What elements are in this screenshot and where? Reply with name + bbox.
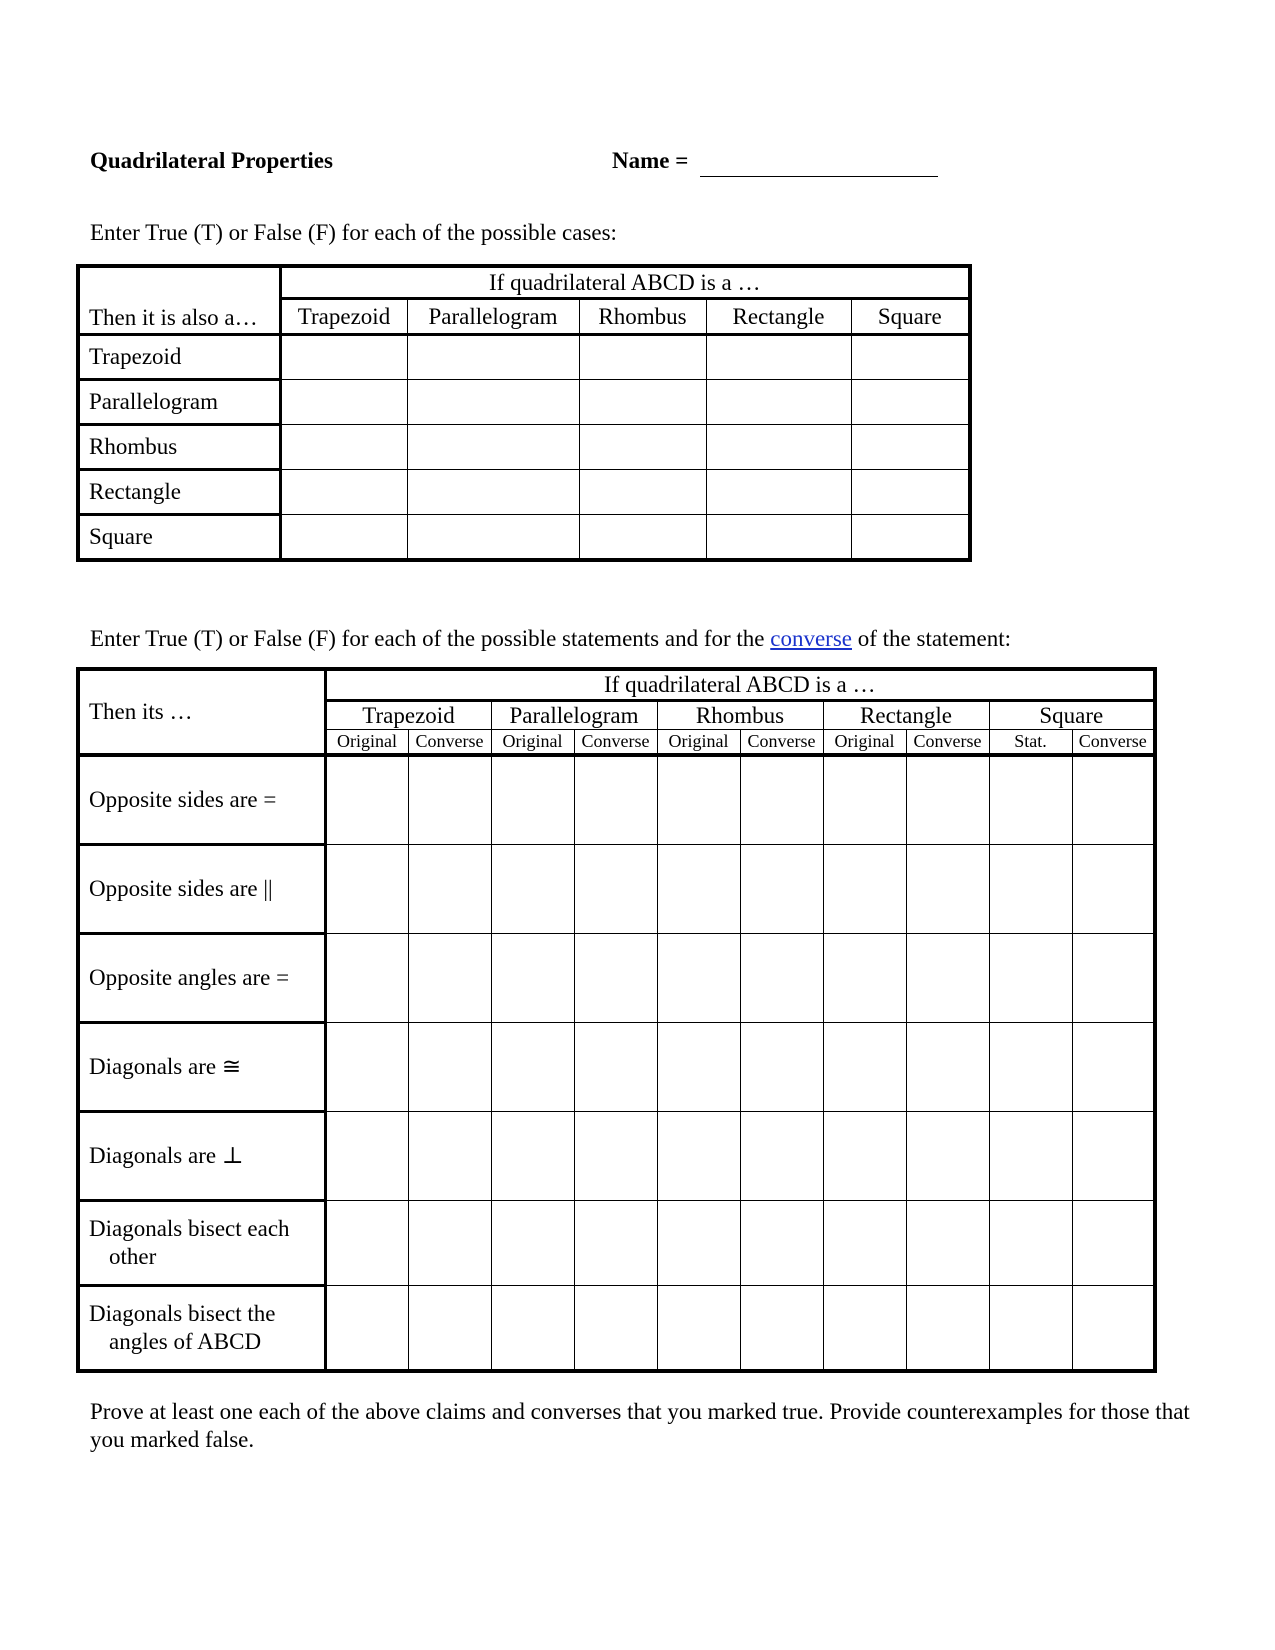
answer-cell[interactable] bbox=[491, 1286, 574, 1372]
answer-cell[interactable] bbox=[906, 1286, 989, 1372]
answer-cell[interactable] bbox=[325, 934, 408, 1023]
column-header: Trapezoid bbox=[280, 299, 407, 335]
answer-cell[interactable] bbox=[851, 470, 970, 515]
subheader: Original bbox=[657, 730, 740, 756]
answer-cell[interactable] bbox=[851, 335, 970, 380]
statement-label bbox=[78, 1201, 325, 1286]
statement-label bbox=[78, 755, 325, 845]
statement-label bbox=[78, 845, 325, 934]
answer-cell[interactable] bbox=[906, 1112, 989, 1201]
answer-cell[interactable] bbox=[407, 515, 579, 561]
answer-cell[interactable] bbox=[740, 1023, 823, 1112]
statement-label bbox=[78, 1023, 325, 1112]
instruction-section-1: Enter True (T) or False (F) for each of the possible cases: bbox=[90, 220, 617, 245]
answer-cell[interactable] bbox=[408, 755, 491, 845]
name-blank-line[interactable] bbox=[700, 176, 938, 177]
shape-header: Trapezoid bbox=[325, 701, 491, 730]
shape-header: Rectangle bbox=[823, 701, 989, 730]
statement-label-line-2: angles of ABCD bbox=[109, 1329, 262, 1354]
answer-cell[interactable] bbox=[325, 1112, 408, 1201]
answer-cell[interactable] bbox=[491, 755, 574, 845]
answer-cell[interactable] bbox=[408, 845, 491, 934]
statement-label-line-1: Opposite angles are = bbox=[89, 965, 290, 990]
answer-cell[interactable] bbox=[574, 1023, 657, 1112]
row-header: Square bbox=[78, 515, 280, 561]
answer-cell[interactable] bbox=[740, 1112, 823, 1201]
subheader: Original bbox=[491, 730, 574, 756]
table-caption: If quadrilateral ABCD is a … bbox=[280, 266, 970, 299]
answer-cell[interactable] bbox=[657, 1112, 740, 1201]
statement-label-line-1: Opposite sides are || bbox=[89, 876, 273, 901]
statement-row bbox=[78, 1112, 1155, 1201]
statement-label-line-1: Diagonals are ⊥ bbox=[89, 1143, 244, 1168]
answer-cell[interactable] bbox=[407, 425, 579, 470]
statement-label-line-1: Diagonals are ≅ bbox=[89, 1054, 242, 1079]
answer-cell[interactable] bbox=[1072, 845, 1155, 934]
subheader: Converse bbox=[1072, 730, 1155, 756]
statement-label-line-1: Diagonals bisect the bbox=[89, 1301, 276, 1326]
answer-cell[interactable] bbox=[280, 425, 407, 470]
answer-cell[interactable] bbox=[823, 1201, 906, 1286]
answer-cell[interactable] bbox=[491, 845, 574, 934]
answer-cell[interactable] bbox=[407, 380, 579, 425]
subheader: Original bbox=[823, 730, 906, 756]
statement-row bbox=[78, 934, 1155, 1023]
answer-cell[interactable] bbox=[408, 1286, 491, 1372]
answer-cell[interactable] bbox=[325, 1201, 408, 1286]
answer-cell[interactable] bbox=[491, 1023, 574, 1112]
answer-cell[interactable] bbox=[823, 1112, 906, 1201]
answer-cell[interactable] bbox=[706, 515, 851, 561]
answer-cell[interactable] bbox=[657, 1201, 740, 1286]
answer-cell[interactable] bbox=[407, 335, 579, 380]
answer-cell[interactable] bbox=[823, 934, 906, 1023]
answer-cell[interactable] bbox=[1072, 934, 1155, 1023]
instruction-section-2 bbox=[90, 626, 1011, 652]
answer-cell[interactable] bbox=[657, 1286, 740, 1372]
answer-cell[interactable] bbox=[1072, 1201, 1155, 1286]
column-header: Rhombus bbox=[579, 299, 706, 335]
instruction-text: of the statement: bbox=[852, 626, 1012, 651]
page-title: Quadrilateral Properties bbox=[90, 148, 333, 173]
answer-cell[interactable] bbox=[1072, 1023, 1155, 1112]
answer-cell[interactable] bbox=[906, 934, 989, 1023]
answer-cell[interactable] bbox=[740, 845, 823, 934]
answer-cell[interactable] bbox=[1072, 1286, 1155, 1372]
name-label: Name = bbox=[612, 148, 689, 173]
answer-cell[interactable] bbox=[706, 380, 851, 425]
answer-cell[interactable] bbox=[740, 755, 823, 845]
subheader: Original bbox=[325, 730, 408, 756]
answer-cell[interactable] bbox=[706, 425, 851, 470]
answer-cell[interactable] bbox=[823, 755, 906, 845]
column-header: Parallelogram bbox=[407, 299, 579, 335]
row-header: Parallelogram bbox=[78, 380, 280, 425]
subheader: Converse bbox=[906, 730, 989, 756]
answer-cell[interactable] bbox=[657, 845, 740, 934]
answer-cell[interactable] bbox=[408, 934, 491, 1023]
answer-cell[interactable] bbox=[574, 1112, 657, 1201]
table-caption: If quadrilateral ABCD is a … bbox=[325, 669, 1155, 701]
row-header: Rectangle bbox=[78, 470, 280, 515]
answer-cell[interactable] bbox=[408, 1112, 491, 1201]
row-header: Rhombus bbox=[78, 425, 280, 470]
answer-cell[interactable] bbox=[657, 755, 740, 845]
answer-cell[interactable] bbox=[325, 755, 408, 845]
answer-cell[interactable] bbox=[906, 755, 989, 845]
answer-cell[interactable] bbox=[325, 1023, 408, 1112]
answer-cell[interactable] bbox=[740, 1201, 823, 1286]
answer-cell[interactable] bbox=[491, 934, 574, 1023]
answer-cell[interactable] bbox=[491, 1112, 574, 1201]
statement-row bbox=[78, 1286, 1155, 1372]
answer-cell[interactable] bbox=[906, 1023, 989, 1112]
statement-row bbox=[78, 755, 1155, 845]
answer-cell[interactable] bbox=[706, 335, 851, 380]
statement-label bbox=[78, 1112, 325, 1201]
answer-cell[interactable] bbox=[574, 1201, 657, 1286]
answer-cell[interactable] bbox=[280, 380, 407, 425]
answer-cell[interactable] bbox=[325, 845, 408, 934]
instruction-text: Enter True (T) or False (F) for each of the possible statements and for the bbox=[90, 626, 771, 651]
subheader: Converse bbox=[408, 730, 491, 756]
answer-cell[interactable] bbox=[407, 470, 579, 515]
answer-cell[interactable] bbox=[740, 1286, 823, 1372]
answer-cell[interactable] bbox=[989, 934, 1072, 1023]
answer-cell[interactable] bbox=[989, 755, 1072, 845]
row-header: Trapezoid bbox=[78, 335, 280, 380]
answer-cell[interactable] bbox=[851, 515, 970, 561]
cases-table bbox=[76, 264, 972, 562]
answer-cell[interactable] bbox=[579, 515, 706, 561]
statement-row bbox=[78, 1023, 1155, 1112]
answer-cell[interactable] bbox=[574, 845, 657, 934]
statement-label-line-2: other bbox=[109, 1244, 157, 1269]
answer-cell[interactable] bbox=[851, 380, 970, 425]
column-header: Rectangle bbox=[706, 299, 851, 335]
answer-cell[interactable] bbox=[408, 1201, 491, 1286]
converse-link[interactable]: converse bbox=[770, 626, 852, 651]
statement-row bbox=[78, 1201, 1155, 1286]
statement-label-line-1: Opposite sides are = bbox=[89, 787, 277, 812]
corner-label: Then it is also a… bbox=[78, 266, 280, 335]
answer-cell[interactable] bbox=[1072, 1112, 1155, 1201]
answer-cell[interactable] bbox=[906, 845, 989, 934]
answer-cell[interactable] bbox=[579, 380, 706, 425]
answer-cell[interactable] bbox=[574, 934, 657, 1023]
statement-label-line-1: Diagonals bisect each bbox=[89, 1216, 290, 1241]
answer-cell[interactable] bbox=[280, 335, 407, 380]
answer-cell[interactable] bbox=[823, 1023, 906, 1112]
answer-cell[interactable] bbox=[280, 515, 407, 561]
answer-cell[interactable] bbox=[579, 335, 706, 380]
answer-cell[interactable] bbox=[579, 470, 706, 515]
statements-table bbox=[76, 667, 1157, 1373]
answer-cell[interactable] bbox=[851, 425, 970, 470]
subheader: Converse bbox=[740, 730, 823, 756]
shape-header: Square bbox=[989, 701, 1155, 730]
statement-row bbox=[78, 845, 1155, 934]
answer-cell[interactable] bbox=[740, 934, 823, 1023]
answer-cell[interactable] bbox=[989, 1023, 1072, 1112]
answer-cell[interactable] bbox=[823, 1286, 906, 1372]
statement-label bbox=[78, 934, 325, 1023]
answer-cell[interactable] bbox=[989, 1112, 1072, 1201]
answer-cell[interactable] bbox=[491, 1201, 574, 1286]
shape-header: Parallelogram bbox=[491, 701, 657, 730]
answer-cell[interactable] bbox=[1072, 755, 1155, 845]
subheader: Converse bbox=[574, 730, 657, 756]
answer-cell[interactable] bbox=[280, 470, 407, 515]
answer-cell[interactable] bbox=[823, 845, 906, 934]
answer-cell[interactable] bbox=[408, 1023, 491, 1112]
answer-cell[interactable] bbox=[989, 1286, 1072, 1372]
answer-cell[interactable] bbox=[325, 1286, 408, 1372]
answer-cell[interactable] bbox=[989, 1201, 1072, 1286]
corner-label: Then its … bbox=[78, 669, 325, 755]
answer-cell[interactable] bbox=[989, 845, 1072, 934]
answer-cell[interactable] bbox=[579, 425, 706, 470]
footer-instructions: Prove at least one each of the above claims and converses that you marked true. Provide counterexamples for those that you marked false. bbox=[90, 1399, 1190, 1452]
answer-cell[interactable] bbox=[657, 1023, 740, 1112]
answer-cell[interactable] bbox=[906, 1201, 989, 1286]
answer-cell[interactable] bbox=[706, 470, 851, 515]
answer-cell[interactable] bbox=[574, 755, 657, 845]
subheader: Stat. bbox=[989, 730, 1072, 756]
statement-label bbox=[78, 1286, 325, 1372]
answer-cell[interactable] bbox=[657, 934, 740, 1023]
shape-header: Rhombus bbox=[657, 701, 823, 730]
column-header: Square bbox=[851, 299, 970, 335]
answer-cell[interactable] bbox=[574, 1286, 657, 1372]
